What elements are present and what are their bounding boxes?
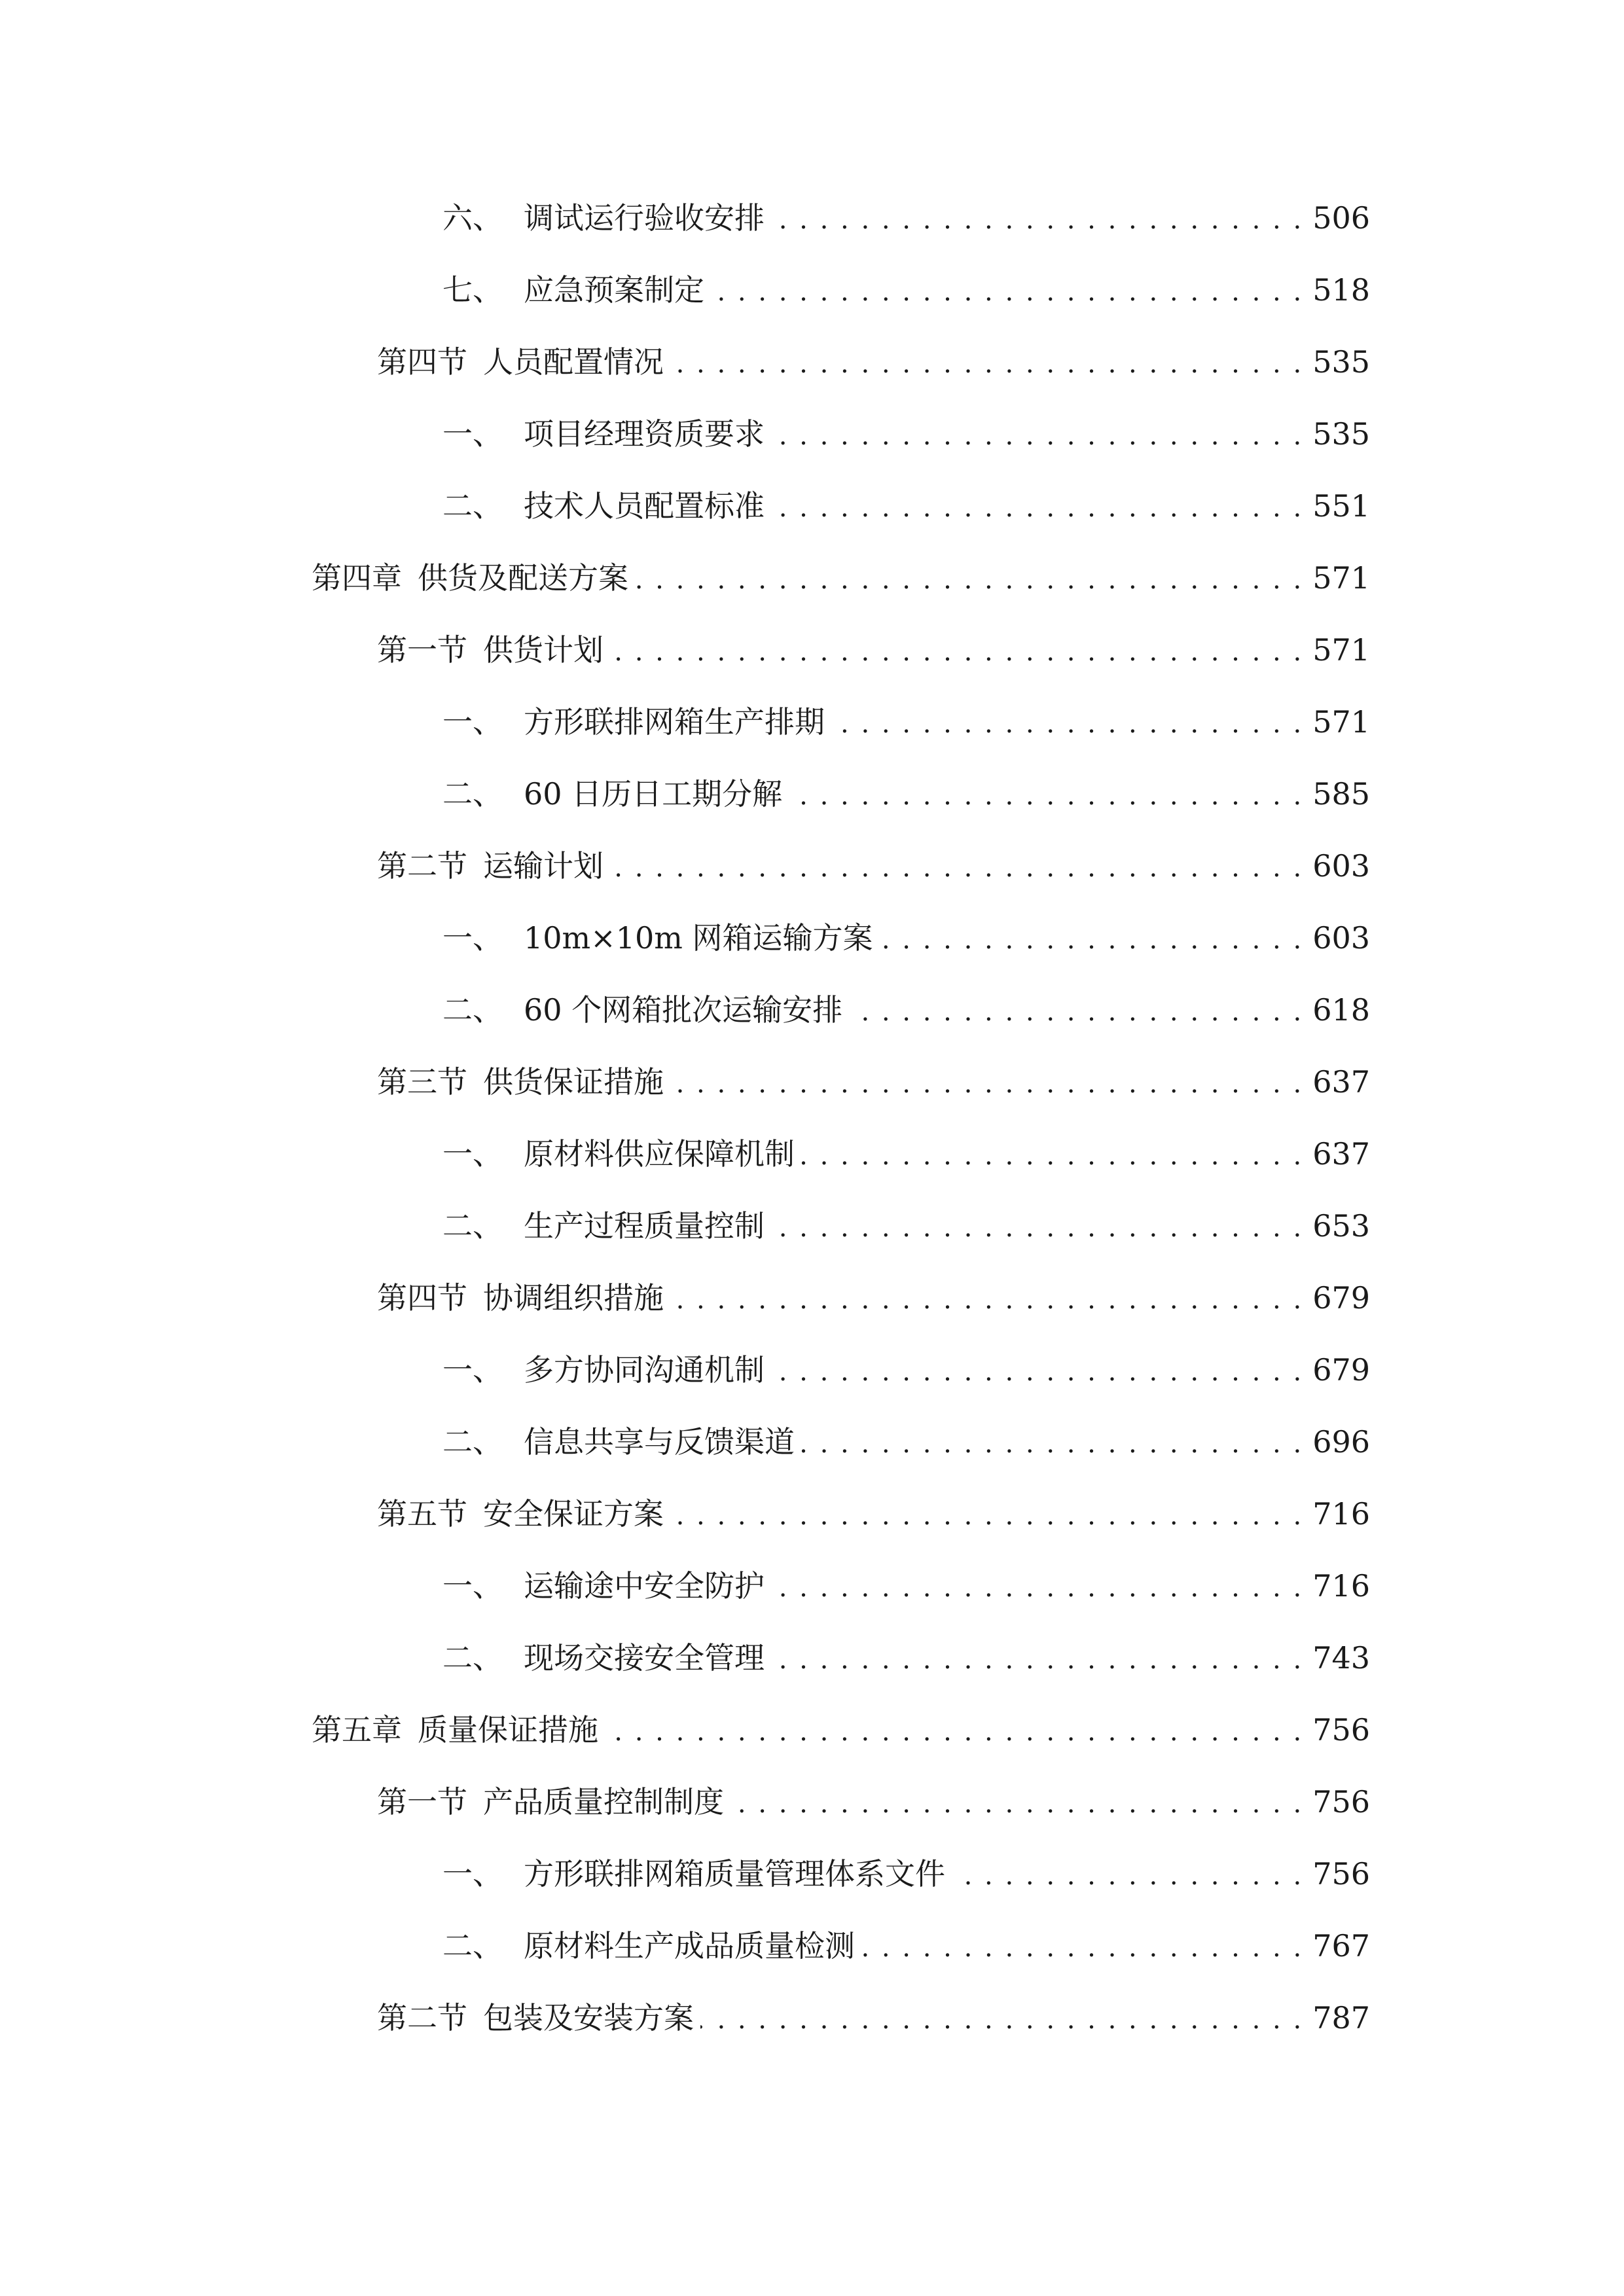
dot-leader xyxy=(801,1131,1303,1177)
toc-entry[interactable] xyxy=(442,771,1370,817)
toc-entry-number: 二、 xyxy=(442,992,503,1028)
toc-entry-title: 应急预案制定 xyxy=(524,272,704,308)
toc-entry-number: 一、 xyxy=(442,1136,503,1172)
dot-leader xyxy=(731,1779,1303,1825)
toc-entry[interactable] xyxy=(442,483,1370,529)
dot-leader xyxy=(700,1995,1303,2041)
toc-entry-page: 756 xyxy=(1312,1784,1370,1820)
toc-entry-title: 技术人员配置标准 xyxy=(524,488,765,524)
toc-entry-title: 10m×10m 网箱运输方案 xyxy=(524,920,873,956)
toc-entry-number: 第四章 xyxy=(312,560,402,596)
toc-entry-number: 第四节 xyxy=(377,1280,467,1316)
toc-entry-number: 二、 xyxy=(442,488,503,524)
toc-entry-title: 方形联排网箱生产排期 xyxy=(524,704,825,740)
dot-leader xyxy=(670,1491,1303,1537)
toc-entry-number: 二、 xyxy=(442,1928,503,1964)
toc-entry-number: 第五章 xyxy=(312,1712,402,1748)
toc-entry-page: 696 xyxy=(1312,1424,1370,1460)
toc-entry-page: 618 xyxy=(1312,992,1370,1028)
dot-leader xyxy=(771,1347,1303,1393)
dot-leader xyxy=(670,339,1303,385)
toc-entry-page: 743 xyxy=(1312,1640,1370,1676)
toc-entry-number: 一、 xyxy=(442,1568,503,1604)
toc-entry-number: 一、 xyxy=(442,704,503,740)
toc-entry-title: 调试运行验收安排 xyxy=(524,200,765,236)
toc-entry-title: 原材料供应保障机制 xyxy=(524,1136,795,1172)
toc-entry-page: 506 xyxy=(1312,200,1370,236)
toc-entry-title: 安全保证方案 xyxy=(483,1496,664,1532)
toc-entry-page: 535 xyxy=(1312,416,1370,452)
toc-entry-number: 第一节 xyxy=(377,632,467,668)
toc-entry[interactable] xyxy=(442,699,1370,745)
dot-leader xyxy=(879,915,1303,961)
toc-entry-title: 供货保证措施 xyxy=(483,1064,664,1100)
toc-entry[interactable] xyxy=(442,1851,1370,1897)
toc-entry[interactable] xyxy=(442,411,1370,457)
toc-entry[interactable] xyxy=(442,1131,1370,1177)
toc-entry-title: 信息共享与反馈渠道 xyxy=(524,1424,795,1460)
toc-entry-number: 二、 xyxy=(442,776,503,812)
toc-entry-title: 现场交接安全管理 xyxy=(524,1640,765,1676)
dot-leader xyxy=(849,987,1303,1033)
toc-entry-title: 供货计划 xyxy=(483,632,604,668)
toc-entry-page: 756 xyxy=(1312,1856,1370,1892)
toc-entry-page: 518 xyxy=(1312,272,1370,308)
toc-entry[interactable] xyxy=(442,915,1370,961)
toc-entry-title: 人员配置情况 xyxy=(483,344,664,380)
toc-entry-page: 679 xyxy=(1312,1280,1370,1316)
toc-entry-title: 60 个网箱批次运输安排 xyxy=(524,992,843,1028)
toc-entry[interactable] xyxy=(442,1635,1370,1681)
toc-entry-title: 生产过程质量控制 xyxy=(524,1208,765,1244)
toc-entry[interactable] xyxy=(377,1995,1370,2041)
dot-leader xyxy=(952,1851,1303,1897)
dot-leader xyxy=(635,555,1303,601)
dot-leader xyxy=(771,411,1303,457)
dot-leader xyxy=(771,1635,1303,1681)
dot-leader xyxy=(771,483,1303,529)
dot-leader xyxy=(771,1203,1303,1249)
toc-entry-number: 第二节 xyxy=(377,848,467,884)
toc-entry-number: 第三节 xyxy=(377,1064,467,1100)
toc-entry[interactable] xyxy=(312,1707,1370,1753)
toc-entry-page: 535 xyxy=(1312,344,1370,380)
toc-entry-title: 运输计划 xyxy=(483,848,604,884)
toc-entry[interactable] xyxy=(442,1203,1370,1249)
toc-entry-number: 一、 xyxy=(442,416,503,452)
toc-entry-page: 679 xyxy=(1312,1352,1370,1388)
toc-entry-title: 60 日历日工期分解 xyxy=(524,776,783,812)
toc-entry-number: 一、 xyxy=(442,1856,503,1892)
toc-entry-number: 第二节 xyxy=(377,2000,467,2036)
dot-leader xyxy=(670,1059,1303,1105)
toc-entry-page: 653 xyxy=(1312,1208,1370,1244)
toc-entry-title: 供货及配送方案 xyxy=(418,560,628,596)
toc-entry-page: 767 xyxy=(1312,1928,1370,1964)
toc-entry[interactable] xyxy=(377,843,1370,889)
toc-entry[interactable] xyxy=(442,1419,1370,1465)
toc-entry[interactable] xyxy=(442,1563,1370,1609)
dot-leader xyxy=(711,267,1303,313)
dot-leader xyxy=(789,771,1303,817)
dot-leader xyxy=(605,1707,1303,1753)
toc-entry-number: 一、 xyxy=(442,920,503,956)
toc-entry[interactable] xyxy=(377,1275,1370,1321)
toc-entry-number: 第一节 xyxy=(377,1784,467,1820)
toc-entry-number: 二、 xyxy=(442,1424,503,1460)
toc-entry-page: 716 xyxy=(1312,1496,1370,1532)
toc-entry-title: 产品质量控制制度 xyxy=(483,1784,724,1820)
toc-entry-number: 二、 xyxy=(442,1208,503,1244)
toc-entry-title: 协调组织措施 xyxy=(483,1280,664,1316)
dot-leader xyxy=(831,699,1303,745)
toc-entry-page: 551 xyxy=(1312,488,1370,524)
toc-entry[interactable] xyxy=(377,1491,1370,1537)
toc-entry-page: 637 xyxy=(1312,1064,1370,1100)
toc-entry[interactable] xyxy=(377,339,1370,385)
toc-entry-title: 项目经理资质要求 xyxy=(524,416,765,452)
toc-entry-page: 603 xyxy=(1312,848,1370,884)
toc-entry-number: 一、 xyxy=(442,1352,503,1388)
toc-entry-number: 第四节 xyxy=(377,344,467,380)
toc-entry[interactable] xyxy=(442,195,1370,241)
toc-entry[interactable] xyxy=(442,267,1370,313)
toc-entry[interactable] xyxy=(442,987,1370,1033)
toc-entry-title: 方形联排网箱质量管理体系文件 xyxy=(524,1856,945,1892)
toc-entry-page: 571 xyxy=(1312,560,1370,596)
toc-entry-page: 571 xyxy=(1312,632,1370,668)
toc-entry-title: 质量保证措施 xyxy=(418,1712,598,1748)
dot-leader xyxy=(610,627,1303,673)
toc-entry-page: 571 xyxy=(1312,704,1370,740)
toc-entry-page: 787 xyxy=(1312,2000,1370,2036)
dot-leader xyxy=(771,195,1303,241)
toc-entry[interactable] xyxy=(312,555,1370,601)
toc-entry-page: 603 xyxy=(1312,920,1370,956)
dot-leader xyxy=(801,1419,1303,1465)
toc-entry-page: 716 xyxy=(1312,1568,1370,1604)
toc-entry-title: 包装及安装方案 xyxy=(483,2000,694,2036)
toc-entry-number: 二、 xyxy=(442,1640,503,1676)
toc-entry-page: 756 xyxy=(1312,1712,1370,1748)
toc-entry-number: 第五节 xyxy=(377,1496,467,1532)
toc-entry-number: 六、 xyxy=(442,200,503,236)
toc-entry-title: 原材料生产成品质量检测 xyxy=(524,1928,855,1964)
dot-leader xyxy=(771,1563,1303,1609)
toc-entry[interactable] xyxy=(377,1779,1370,1825)
toc-entry-title: 多方协同沟通机制 xyxy=(524,1352,765,1388)
dot-leader xyxy=(670,1275,1303,1321)
toc-entry[interactable] xyxy=(377,1059,1370,1105)
toc-entry-page: 585 xyxy=(1312,776,1370,812)
toc-entry[interactable] xyxy=(442,1923,1370,1969)
toc-entry[interactable] xyxy=(442,1347,1370,1393)
toc-entry-number: 七、 xyxy=(442,272,503,308)
dot-leader xyxy=(610,843,1303,889)
toc-entry[interactable] xyxy=(377,627,1370,673)
toc-entry-title: 运输途中安全防护 xyxy=(524,1568,765,1604)
toc-entry-page: 637 xyxy=(1312,1136,1370,1172)
dot-leader xyxy=(861,1923,1303,1969)
